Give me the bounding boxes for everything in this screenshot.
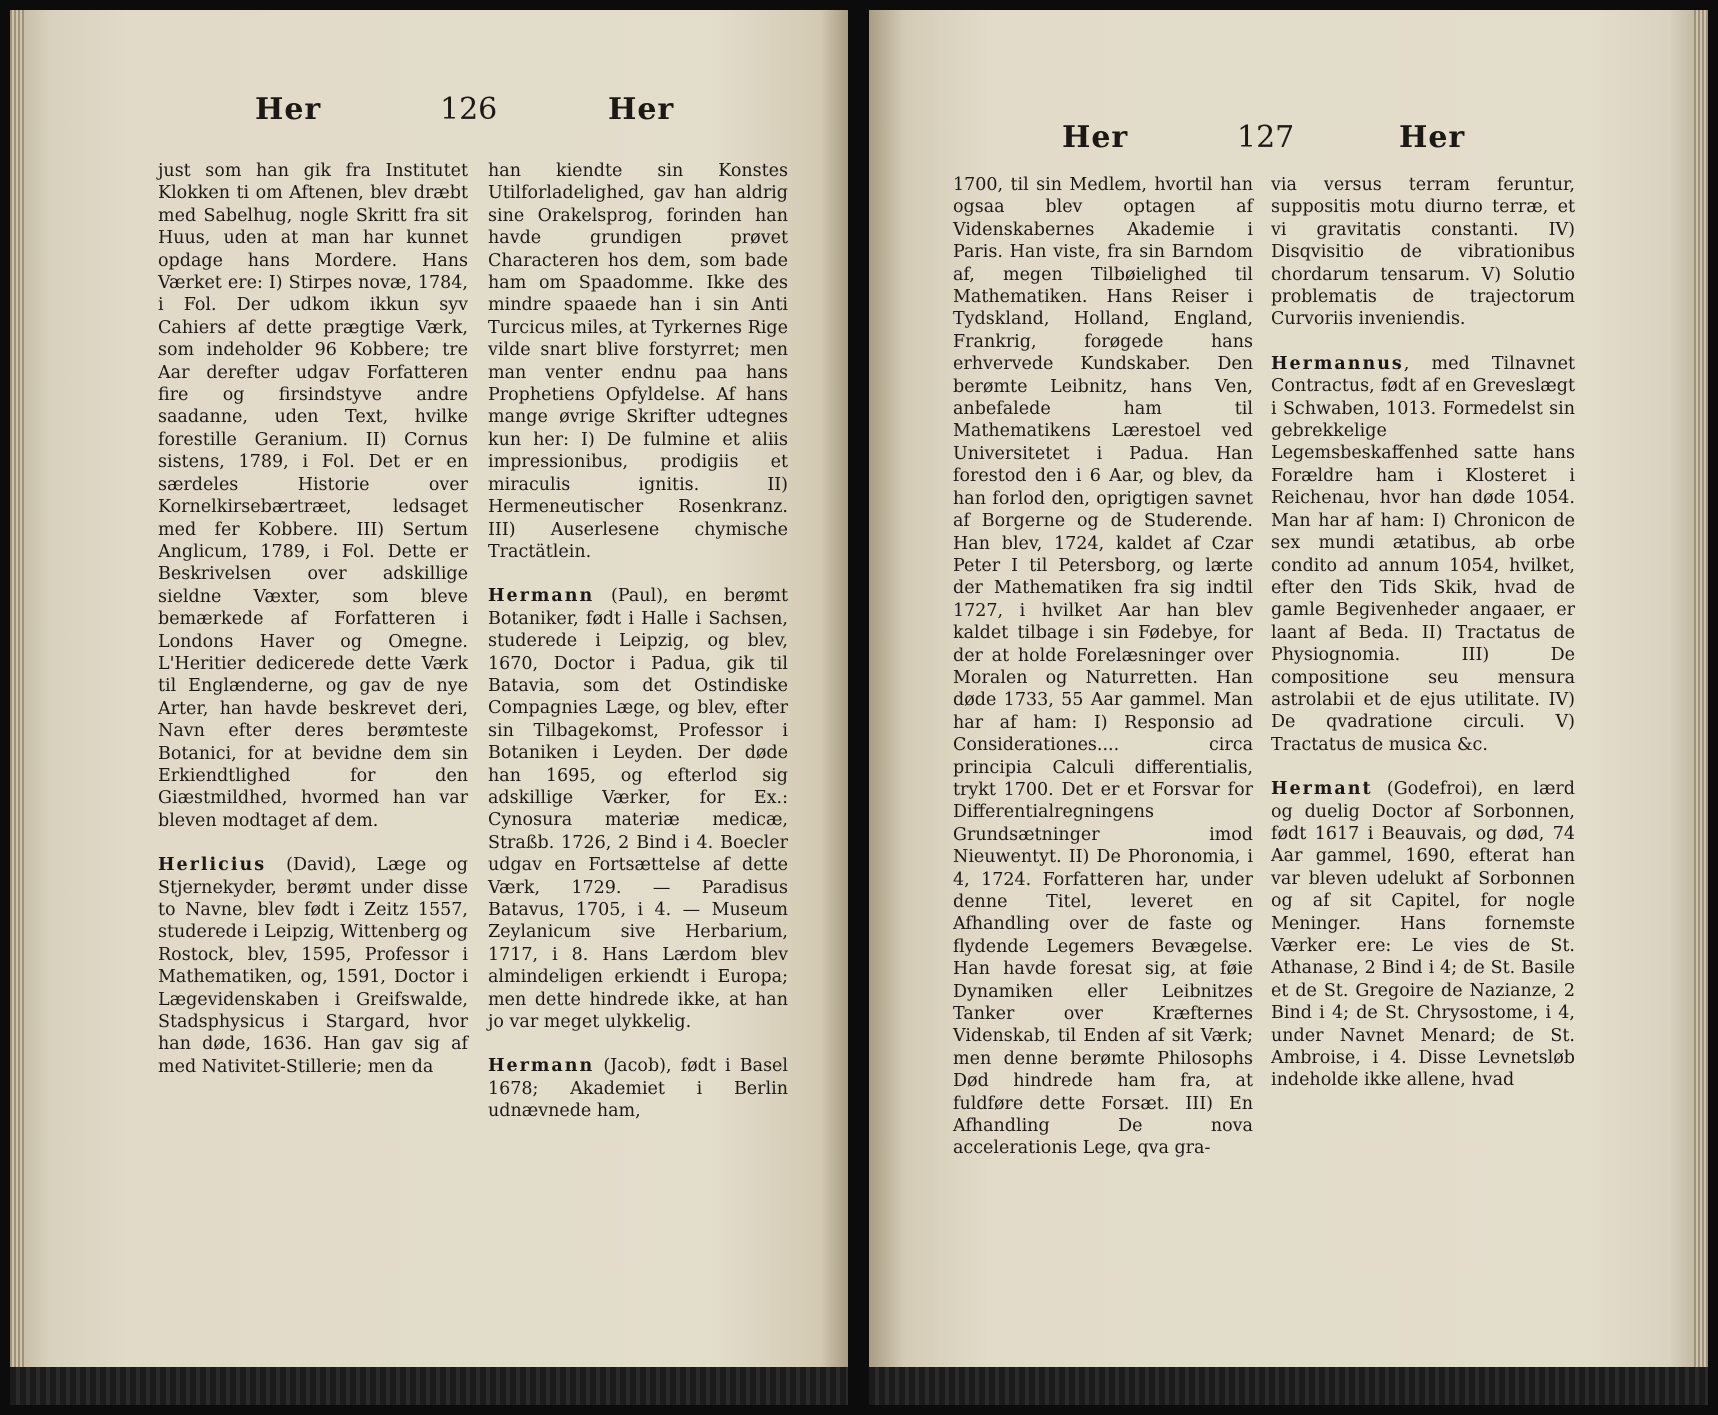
text-column-left bbox=[953, 174, 1253, 1160]
paragraph bbox=[158, 160, 468, 832]
text-column-right bbox=[488, 160, 788, 1123]
paragraph-text: han kiendte sin Konstes Utilforladelighed, gav han aldrig sine Orakelsprog, forinden han havde grundigen prøvet Characteren hos dem, som bade ham om Spaadomme. Ikke des mindre spaaede han i sin Anti Turcicus miles, at Tyrkernes Rige vilde snart blive forstyrret; men man venter endnu paa hans Prophetiens Opfyldelse. Af hans mange øvrige Skrifter udtegnes kun her: I) De fulmine et aliis impressionibus, prodigiis et miraculis ignitis. II) Hermeneutischer Rosenkranz. III) Auserlesene chymische Tractätlein. bbox=[488, 161, 788, 562]
entry bbox=[1271, 778, 1575, 1092]
entry-headword: Hermant bbox=[1271, 779, 1373, 800]
header-right-word: Her bbox=[1399, 120, 1466, 155]
entry-headword: Herlicius bbox=[158, 855, 267, 876]
entry-text: (Jacob), født i Basel 1678; Akademiet i Berlin udnævnede ham, bbox=[488, 1056, 788, 1122]
entry-text: (Paul), en berømt Botaniker, født i Halle i Sachsen, studerede i Leipzig, og blev, 1670, Doctor i Padua, gik til Batavia, som det Ostindiske Compagnies Læge, og blev, efter sin Tilbagekomst, Professor i Botaniken i Leyden. Der døde han 1695, og efterlod sig adskillige Værker, for Ex.: Cynosura materiæ medicæ, Straßb. 1726, 2 Bind i 4. Boecler udgav en Fortsættelse af dette Værk, 1729. — Paradisus Batavus, 1705, i 4. — Museum Zeylanicum sive Herbarium, 1717, i 8. Hans Lærdom blev almindeligen erkiendt i Europa; men dette hindrede ikke, at han jo var meget ulykkelig. bbox=[488, 586, 788, 1033]
page-edge bbox=[1694, 10, 1708, 1405]
entry bbox=[488, 1055, 788, 1122]
scan-bottom-band bbox=[869, 1367, 1708, 1405]
entry bbox=[488, 585, 788, 1033]
header-right-word: Her bbox=[608, 92, 675, 127]
entry-headword: Hermann bbox=[488, 586, 595, 607]
entry bbox=[158, 854, 468, 1078]
text-column-right bbox=[1271, 174, 1575, 1092]
page-number: 126 bbox=[440, 92, 498, 127]
entry bbox=[1271, 353, 1575, 756]
entry-text: (David), Læge og Stjernekyder, berømt under disse to Navne, blev født i Zeitz 1557, studerede i Leipzig, Wittenberg og Rostock, blev, 1595, Professor i Mathematiken, og, 1591, Doctor i Lægevidenskaben i Greifswalde, Stadsphysicus i Stargard, hvor han døde, 1636. Han gav sig af med Nativitet-Stillerie; men da bbox=[158, 855, 468, 1077]
paragraph-text: just som han gik fra Institutet Klokken ti om Aftenen, blev dræbt med Sabelhug, nogle Skritt fra sit Huus, uden at man har kunnet opdage hans Mordere. Hans Værket ere: I) Stirpes novæ, 1784, i Fol. Der udkom ikkun syv Cahiers af dette prægtige Værk, som indeholder 96 Kobbere; tre Aar derefter udgav Forfatteren fire og firsindstyve andre saadanne, uden Text, hvilke forestille Geranium. II) Cornus sistens, 1789, i Fol. Det er en særdeles Historie over Kornelkirsebærtræet, ledsaget med fer Kobbere. III) Sertum Anglicum, 1789, i Fol. Dette er Beskrivelsen over adskillige sieldne Væxter, som bleve bemærkede af Forfatteren i Londons Haver og Omegne. L'Heritier dedicerede dette Værk til Englænderne, og gav de nye Arter, han havde beskrevet deri, Navn efter deres berømteste Botanici, for at bevidne dem sin Erkiendtlighed for den Giæstmildhed, hvormed han var bleven modtaget af dem. bbox=[158, 161, 468, 831]
entry-text: , med Tilnavnet Contractus, født af en Greveslægt i Schwaben, 1013. Formedelst sin gebrekkelige Legemsbeskaffenhed satte hans Forældre ham i Klosteret i Reichenau, hvor han døde 1054. Man har af ham: I) Chronicon de sex mundi ætatibus, ab orbe condito ad annum 1054, hvilket, efter den Tids Skik, hvad de gamle Begivenheder angaaer, er laant af Beda. II) Tractatus de Physiognomia. III) De compositione seu mensura astrolabii et de ejus utilitate. IV) De qvadratione circuli. V) Tractatus de musica &c. bbox=[1271, 353, 1575, 755]
page-header bbox=[10, 92, 848, 136]
entry-headword: Hermann bbox=[488, 1056, 595, 1077]
page-edge bbox=[10, 10, 24, 1405]
paragraph bbox=[953, 174, 1253, 1160]
page-header bbox=[869, 92, 1708, 155]
entry-headword: Hermannus bbox=[1271, 353, 1404, 374]
entry-text: (Godefroi), en lærd og duelig Doctor af Sorbonnen, født 1617 i Beauvais, og død, 74 Aar gammel, 1690, efterat han var bleven udelukt af Sorbonnen og af sit Capitel, for nogle Meninger. Hans fornemste Værker ere: Le vies de St. Athanase, 2 Bind i 4; de St. Basile et de St. Gregoire de Nazianze, 2 Bind i 4; de St. Chrysostome, i 4, under Navnet Menard; de St. Ambroise, i 4. Disse Levnetsløb indeholde ikke allene, hvad bbox=[1271, 779, 1575, 1091]
paragraph-text: via versus terram feruntur, suppositis motu diurno terræ, et vi gravitatis constanti. IV) Disqvisitio de vibrationibus chordarum tensarum. V) Solutio problematis de trajectorum Curvoriis inveniendis. bbox=[1271, 175, 1575, 330]
paragraph bbox=[1271, 174, 1575, 331]
page-number: 127 bbox=[1237, 120, 1295, 155]
paragraph-text: 1700, til sin Medlem, hvortil han ogsaa blev optagen af Videnskabernes Akademie i Paris. Han viste, fra sin Barndom af, megen Tilbøielighed til Mathematiken. Hans Reiser i Tydskland, Holland, England, Frankrig, forøgede hans erhvervede Kundskaber. Den berømte Leibnitz, hans Ven, anbefalede ham til Mathematikens Lærestoel ved Universitetet i Padua. Han forestod den i 6 Aar, og blev, da han forlod den, oprigtigen savnet af Borgerne og de Studerende. Han blev, 1724, kaldet af Czar Peter I til Petersborg, og lærte der Mathematiken fra sig indtil 1727, i hvilket Aar han blev kaldet tilbage i sin Fødebye, for der at holde Forelæsninger over Moralen og Naturretten. Han døde 1733, 55 Aar gammel. Man har af ham: I) Responsio ad Considerationes.... circa principia Calculi differentialis, trykt 1700. Det er et Forsvar for Differentialregningens Grundsætninger imod Nieuwentyt. II) De Phoronomia, i 4, 1724. Forfatteren har, under denne Titel, leveret en Afhandling over de faste og flydende Legemers Bevægelse. Han havde foresat sig, at føie Dynamiken eller Leibnitzes Tanker over Kræfternes Videnskab, til Enden af sit Værk; men denne berømte Philosophs Død hindrede ham fra, at fuldføre dette Forsæt. III) En Afhandling De nova accelerationis Lege, qva gra- bbox=[953, 175, 1253, 1159]
scan-bottom-band bbox=[10, 1367, 848, 1405]
right-page bbox=[869, 10, 1708, 1405]
text-column-left bbox=[158, 160, 468, 1078]
paragraph bbox=[488, 160, 788, 563]
left-page bbox=[10, 10, 848, 1405]
header-left-word: Her bbox=[1062, 120, 1129, 155]
header-left-word: Her bbox=[255, 92, 322, 127]
